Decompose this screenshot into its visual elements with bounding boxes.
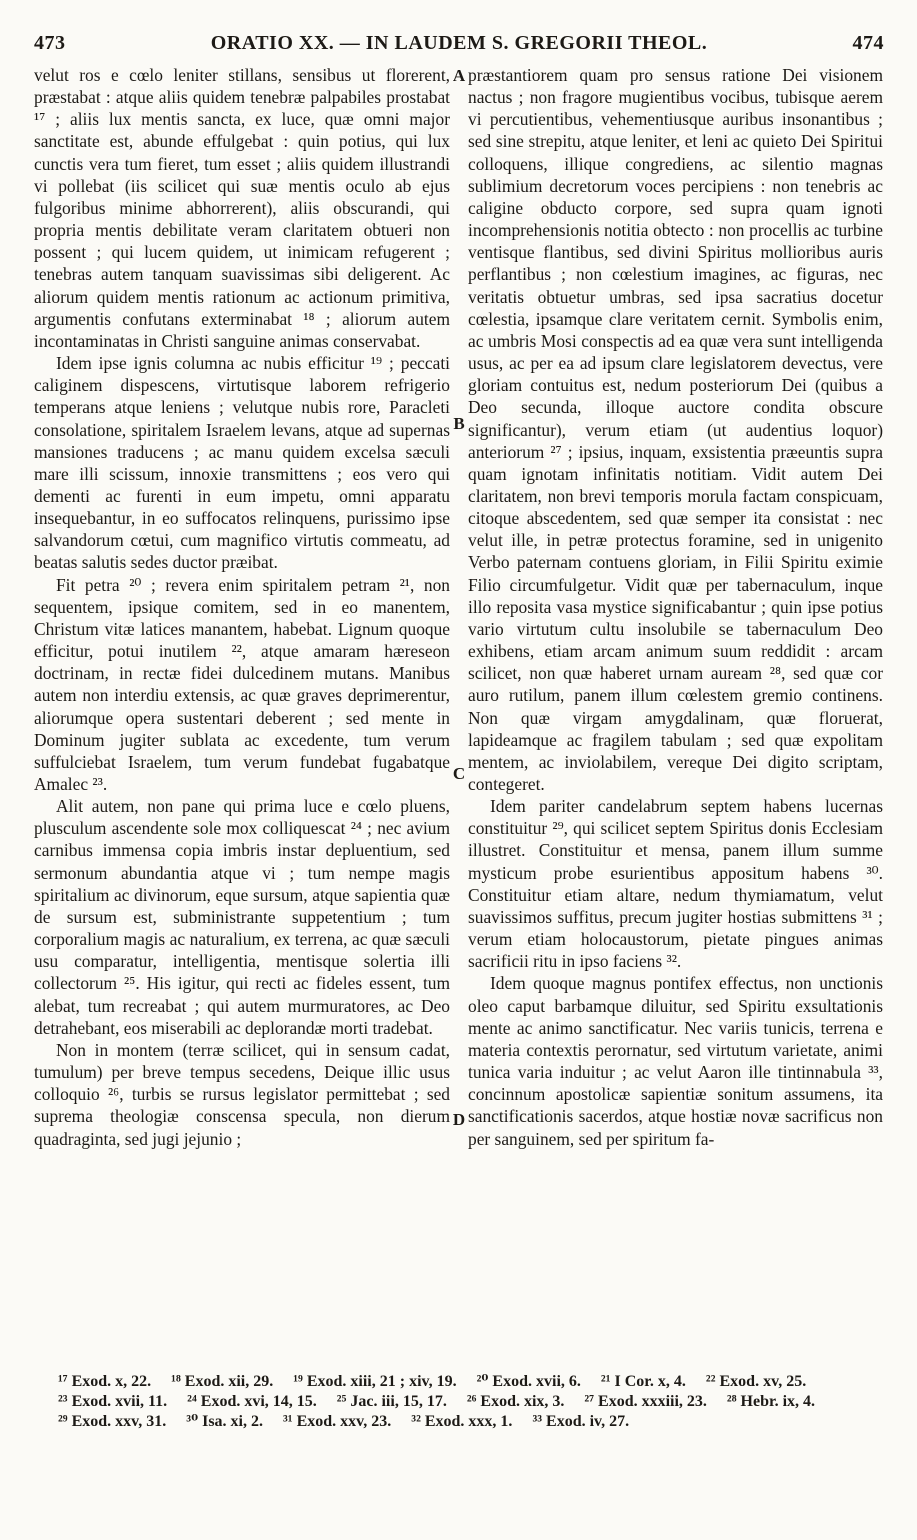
footnote: ³³ Exod. iv, 27. <box>532 1413 630 1430</box>
paragraph: Fit petra ²⁰ ; revera enim spiritalem petram ²¹, non sequentem, ipsique comitem, sed in eo manentem, Christum vitæ latices manantem, habebat. Lignum quoque efficitur, potui inutilem ²², atque amaram hæreseon doctrinam, in rectæ fidei dulcedinem mutans. Manibus autem non interdiu extensis, ac quæ graves deprimerentur, aliorumque opera sustentari deberent ; sed mente in Dominum jugiter sublata ac excedente, tum verum suffulciebat Israelem, tum verum fundebat fugabatque Amalec ²³. <box>34 574 450 794</box>
footnote: ²⁰ Exod. xvii, 6. <box>476 1373 581 1390</box>
paragraph: Idem pariter candelabrum septem habens lucernas constituitur ²⁹, qui scilicet septem Spiritus donis Ecclesiam illustret. Constituitur et mensa, panem illum summe mysticum probe esurientibus appositum habens ³⁰. Constituitur etiam altare, nedum thymiamatum, velut suavissimos suffitus, precum jugiter hostias submittens ³¹ ; verum etiam holocaustorum, pietate pingues animas sacrificii ritu in ipso faciens ³². <box>468 796 883 972</box>
right-column <box>468 64 883 1150</box>
footnote: ¹⁷ Exod. x, 22. <box>58 1373 152 1390</box>
footnote: ²² Exod. xv, 25. <box>705 1373 807 1390</box>
page-number-right: 474 <box>852 32 884 54</box>
running-title: ORATIO XX. — IN LAUDEM S. GREGORII THEOL. <box>210 32 708 54</box>
footnote: ²⁷ Exod. xxxiii, 23. <box>584 1393 707 1410</box>
paragraph: velut ros e cœlo leniter stillans, sensibus ut florerent, præstabat : atque aliis quidem tenebræ palpabiles prostabat ¹⁷ ; aliis lux mentis sancta, ex luce, quæ omni major sanctitate est, abunde effulgebat : quin potius, qui lux cunctis vera tum fieret, tum esset ; aliis quidem illustrandi vi pollebat (iis scilicet qui suæ mentis oculo ab ejus fulgoribus minime abhorrerent), aliis obscurandi, qui propria mentis debilitate veram claritatem obtueri non possent ; qui lucem quidem, ut inimicam refugerent ; tenebras autem tanquam suavissimas sibi deligerent. Ac aliorum quidem mentis rationum ac actionum primitiva, argumentis confutans exterminabat ¹⁸ ; aliorum autem incontaminatas in Christi sanguine animas conservabat. <box>34 65 450 351</box>
section-marker-c: C <box>452 764 466 783</box>
section-marker-d: D <box>452 1110 466 1129</box>
paragraph: Idem ipse ignis columna ac nubis efficitur ¹⁹ ; peccati caliginem dispescens, virtutisque laborem refrigerio temperans atque leniens ; velutque nubis rore, Paracleti consolatione, spiritalem Israelem levans, atque ad supernas mansiones traducens ; ac manu quidem excelsa sæculi mare illi scissum, innoxie transmittens ; eos vero qui dementi ac furenti in eum impetu, omni apparatu insequebantur, in eo suffocatos relinquens, purissimo ipse salvandorum cœtui, cum magnifico virtutis commeatu, ad beatas salutis sedes ductor præibat. <box>34 353 450 573</box>
footnote: ²⁶ Exod. xix, 3. <box>466 1393 565 1410</box>
section-marker-b: B <box>453 414 465 433</box>
paragraph: Non in montem (terræ scilicet, qui in sensum cadat, tumulum) per breve tempus secedens, Deique illic usus colloquio ²⁶, turbis se rursus legislator permittebat ; sed suprema theologiæ conscensa specula, non dierum quadraginta, sed jugi jejunio ; <box>34 1039 450 1149</box>
footnote: ²⁹ Exod. xxv, 31. <box>58 1413 167 1430</box>
footnote: ³¹ Exod. xxv, 23. <box>282 1413 392 1430</box>
footnote: ²¹ I Cor. x, 4. <box>600 1373 686 1390</box>
footnote: ³² Exod. xxx, 1. <box>411 1413 513 1430</box>
page-number-left: 473 <box>34 32 66 54</box>
paragraph: præstantiorem quam pro sensus ratione Dei visionem nactus ; non fragore mugientibus vocibus, tubisque aerem vi percutientibus, vehementiusque auribus insonantibus ; sed sine strepitu, atque leniter, et leni ac quieto Dei Spiritui colloquens, illique congrediens, ac silentio magnas sublimium decretorum voces percipiens : non tenebris ac caligine obducto corpore, sed supra quam ignoti incomprehensionis notitia obtecto : non procellis ac turbine ventisque flantibus, sed divini Spiritus mollioribus auris perflantibus ; non cœlestium imagines, ac figuras, nec veritatis obtuetur umbras, sed ipsa sacratius docetur cœlestia, ipsamque clare veritatem cernit. Symbolis enim, ac umbris Mosi conspectis ad ea quæ vera sunt intelligenda usus, ac per ea ad ipsum clare legislatorem devectus, vere gloriam contuitus est, nedum posteriorum Dei (quibus a Deo secunda, illoque auctore condita obscure significantur), verum etiam (ut audentius loquor) anteriorum ²⁷ ; ipsius, inquam, exsistentia præeuntis supra quam ignotam infinitatis notitiam. Vidit autem Dei claritatem, non brevi temporis morula factam conspicuam, citoque abscedentem, sed quæ semper ita consistat : nec velut ille, in petræ protectus foramine, sed in unigenito Verbo paternam contuens gloriam, in Filii Spiritu eximie Filio circumfulgetur. Vidit quæ per tabernaculum, inque illo reposita vasa mystice significabantur ; quin ipse potius vario virtutum cultu insolubile se tabernaculum Deo exhibens, etiam arcam animum suum reddidit : arcam scilicet, non quæ haberet urnam auream ²⁸, sed quæ cor auro rutilum, panem illum cœlestem gremio continens. Non quæ virgam amygdalinam, quæ floruerat, lapideamque ac fragilem tabulam ; sed quæ expolitam mentem, ac inviolabilem, vereque Dei digito scriptam, contegeret. <box>468 65 883 794</box>
page-header <box>34 32 884 62</box>
section-marker-a: A <box>452 66 466 85</box>
paragraph: Idem quoque magnus pontifex effectus, non unctionis oleo caput barbamque diluitur, sed Spiritu exsultationis mente ac animo sanctificatur. Nec variis tunicis, terrena e materia contextis perornatur, sed virtutum varietate, animi tunica varia induitur ; ac velut Aaron ille tintinnabula ³³, concinnum apostolicæ sapientiæ sonitum assumens, ita sanctificationis sacerdos, atque hostiæ novæ sacrificus non per sanguinem, sed per spiritum fa- <box>468 973 883 1149</box>
footnote: ²⁸ Hebr. ix, 4. <box>726 1393 816 1410</box>
footnote: ²³ Exod. xvii, 11. <box>58 1393 168 1410</box>
footnote: ²⁴ Exod. xvi, 14, 15. <box>187 1393 317 1410</box>
left-column <box>34 64 450 1150</box>
footnote: ¹⁸ Exod. xii, 29. <box>171 1373 274 1390</box>
footnote: ²⁵ Jac. iii, 15, 17. <box>336 1393 447 1410</box>
footnote: ³⁰ Isa. xi, 2. <box>186 1413 263 1430</box>
footnotes <box>58 1372 884 1432</box>
paragraph: Alit autem, non pane qui prima luce e cœlo pluens, plusculum ascendente sole mox colliquescat ²⁴ ; nec avium carnibus immensa copia imbris instar depluentium, sed sermonum abundantia atque vi ; tum nempe magis spiritalium ac divinorum, eque sursum, atque sapientia quæ de sursum est, subministrante suppetentium ; tum corporalium magis ac naturalium, ex terrena, ac quæ sæculi usu comparatur, intelligentia, mentisque solertia illi collectorum ²⁵. His igitur, qui recti ac fideles essent, tum alebat, tum recreabat ; qui autem murmuratores, ac Deo detrahebant, eos miserabili ac deplorandæ morti tradebat. <box>34 796 450 1038</box>
footnote: ¹⁹ Exod. xiii, 21 ; xiv, 19. <box>293 1373 457 1390</box>
